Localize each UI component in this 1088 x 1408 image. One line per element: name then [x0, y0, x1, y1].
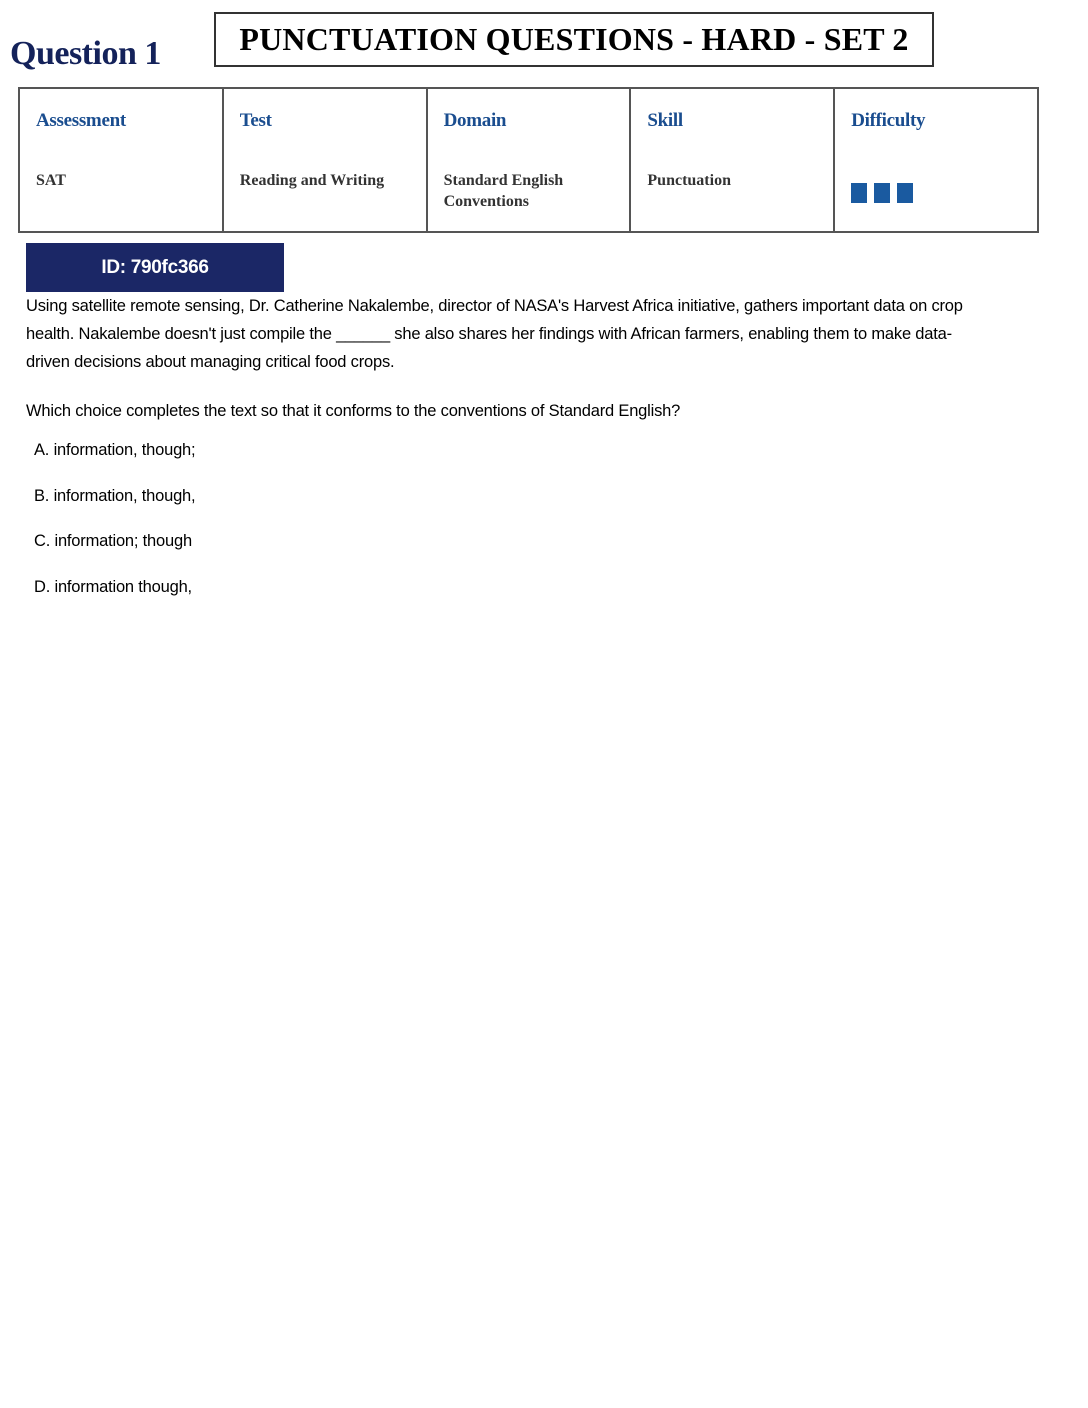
answer-choices	[34, 436, 195, 618]
answer-choice-a[interactable]: A. information, though;	[34, 441, 196, 459]
meta-cell-test	[224, 89, 428, 231]
difficulty-indicator	[851, 183, 913, 203]
meta-label-domain: Domain	[443, 110, 507, 131]
meta-cell-difficulty	[835, 89, 1037, 231]
question-prompt: Which choice completes the text so that it conforms to the conventions of Standard English?	[26, 402, 681, 420]
question-passage: Using satellite remote sensing, Dr. Catherine Nakalembe, director of NASA's Harvest Africa initiative, gathers important data on crop health. Nakalembe doesn't just compile the ______ she also shares her findings with African farmers, enabling them to make data-driven decisions about managing critical food crops.	[26, 297, 963, 371]
meta-value-domain: Standard English Conventions	[443, 172, 564, 210]
meta-value-assessment: SAT	[36, 172, 66, 189]
difficulty-bar	[874, 183, 890, 203]
meta-value-skill: Punctuation	[647, 172, 731, 189]
question-id-badge: ID: 790fc366	[26, 243, 284, 292]
meta-label-difficulty: Difficulty	[851, 110, 926, 131]
meta-cell-skill	[631, 89, 835, 231]
difficulty-bar	[851, 183, 867, 203]
metadata-table	[18, 87, 1039, 233]
answer-choice-d[interactable]: D. information though,	[34, 577, 192, 596]
meta-value-test: Reading and Writing	[239, 172, 385, 189]
meta-cell-domain	[428, 89, 632, 231]
difficulty-bar	[897, 183, 913, 203]
meta-cell-assessment	[20, 89, 224, 231]
question-heading: Question 1	[10, 35, 161, 72]
set-title: PUNCTUATION QUESTIONS - HARD - SET 2	[239, 21, 909, 57]
meta-label-skill: Skill	[647, 110, 683, 131]
meta-label-assessment: Assessment	[36, 110, 126, 131]
set-title-box	[214, 12, 934, 67]
answer-choice-b[interactable]: B. information, though,	[34, 486, 196, 505]
meta-label-test: Test	[239, 110, 272, 131]
answer-choice-c[interactable]: C. information; though	[34, 532, 192, 550]
